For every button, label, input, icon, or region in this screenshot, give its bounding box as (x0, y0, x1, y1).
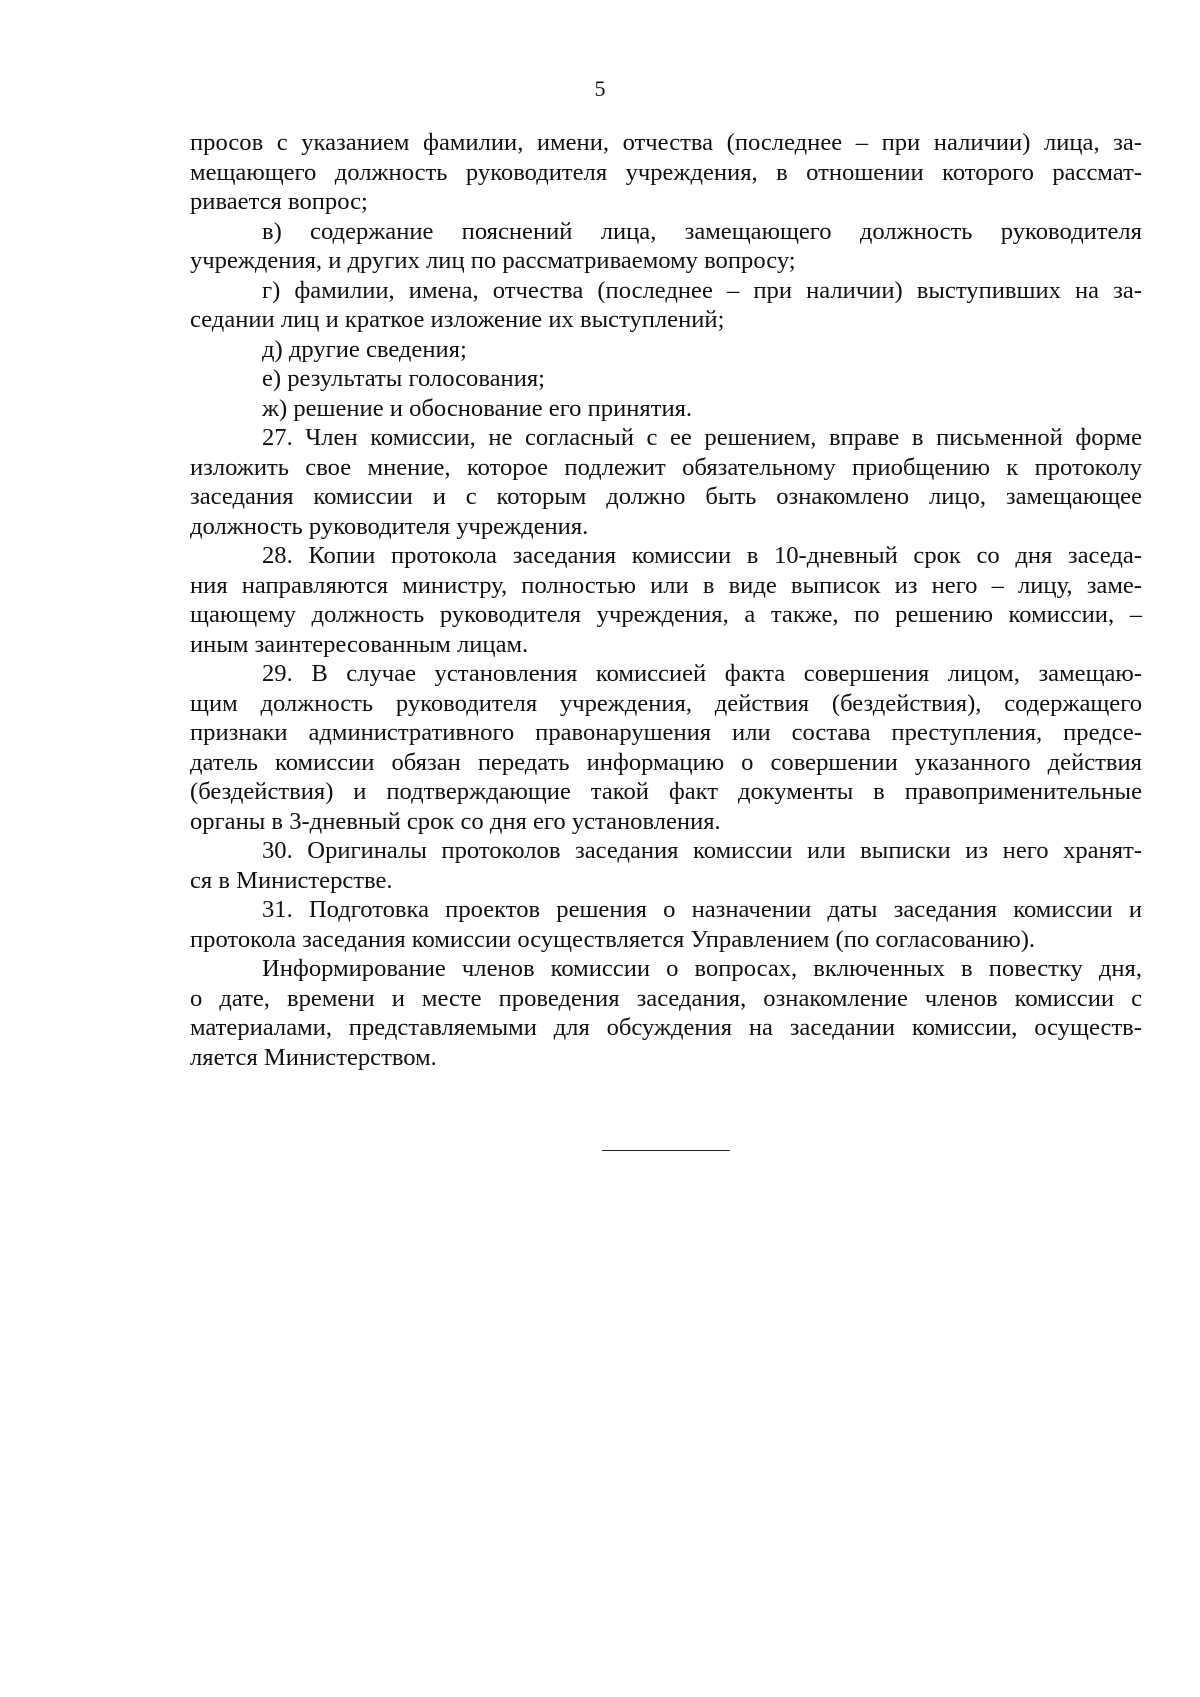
text-line: 29. В случае установления комиссией факта совершения лицом, замещаю- (262, 660, 1142, 687)
text-line: ляется Министерством. (190, 1043, 437, 1071)
text-line: просов с указанием фамилии, имени, отчества (последнее – при наличии) лица, за- (190, 129, 1142, 156)
text-line: ж) решение и обоснование его принятия. (262, 394, 693, 422)
end-divider (602, 1150, 730, 1151)
text-line: протокола заседания комиссии осуществляется Управлением (по согласованию). (190, 925, 1036, 953)
document-body (190, 128, 1142, 1072)
text-line: ся в Министерстве. (190, 866, 393, 894)
text-line: ния направляются министру, полностью или в виде выписок из него – лицу, заме- (190, 571, 1142, 599)
text-line: щим должность руководителя учреждения, действия (бездействия), содержащего (190, 689, 1142, 717)
text-line: заседания комиссии и с которым должно быть ознакомлено лицо, замещающее (190, 483, 1142, 510)
text-line: в) содержание пояснений лица, замещающего должность руководителя (262, 217, 1142, 245)
text-line: материалами, представляемыми для обсуждения на заседании комиссии, осуществ- (190, 1014, 1142, 1041)
text-line: седании лиц и краткое изложение их выступлений; (190, 306, 725, 333)
text-line: 27. Член комиссии, не согласный с ее решением, вправе в письменной форме (262, 424, 1142, 451)
text-line: Информирование членов комиссии о вопросах, включенных в повестку дня, (262, 955, 1142, 982)
text-line: иным заинтересованным лицам. (190, 630, 529, 658)
text-line: изложить свое мнение, которое подлежит обязательному приобщению к протоколу (190, 453, 1142, 481)
text-line: признаки административного правонарушения или состава преступления, предсе- (190, 719, 1142, 746)
text-line: датель комиссии обязан передать информацию о совершении указанного действия (190, 748, 1142, 776)
text-line: 28. Копии протокола заседания комиссии в 10-дневный срок со дня заседа- (262, 542, 1142, 569)
text-line: 30. Оригиналы протоколов заседания комиссии или выписки из него хранят- (262, 837, 1142, 864)
text-line: д) другие сведения; (262, 335, 467, 363)
text-line: г) фамилии, имена, отчества (последнее – при наличии) выступивших на за- (262, 276, 1142, 304)
text-line: (бездействия) и подтверждающие такой факт документы в правоприменительные (190, 778, 1142, 805)
text-line: органы в 3-дневный срок со дня его установления. (190, 807, 721, 835)
text-line: 31. Подготовка проектов решения о назначении даты заседания комиссии и (262, 896, 1142, 923)
text-line: должность руководителя учреждения. (190, 512, 589, 540)
text-line: мещающего должность руководителя учреждения, в отношении которого рассмат- (190, 158, 1142, 186)
text-line: о дате, времени и месте проведения заседания, ознакомление членов комиссии с (190, 984, 1142, 1012)
text-line: учреждения, и других лиц по рассматриваемому вопросу; (190, 247, 796, 274)
page-number: 5 (594, 76, 606, 101)
text-line: е) результаты голосования; (262, 365, 545, 392)
text-line: ривается вопрос; (190, 188, 368, 215)
text-line: щающему должность руководителя учреждения, а также, по решению комиссии, – (190, 601, 1142, 628)
